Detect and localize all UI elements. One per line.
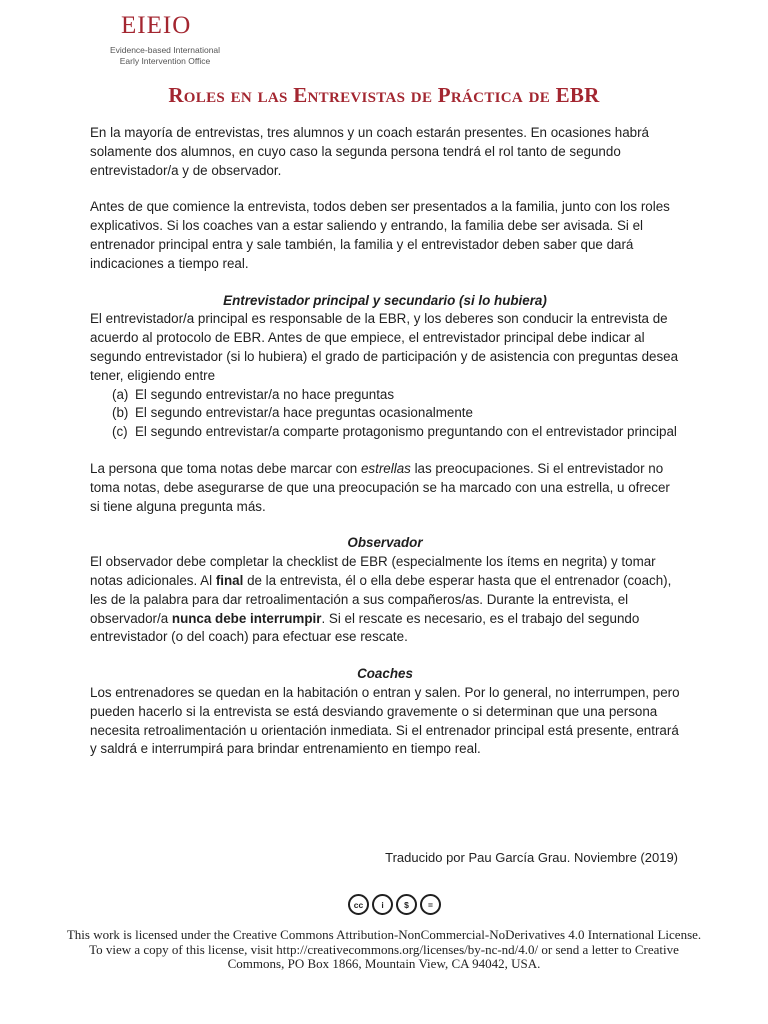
cc-license-badge[interactable] bbox=[348, 894, 441, 915]
translation-credit: Traducido por Pau García Grau. Noviembre (2019) bbox=[385, 850, 678, 865]
option-item bbox=[90, 386, 680, 405]
document-title: Roles en las Entrevistas de Práctica de EBR bbox=[168, 83, 600, 107]
notes-text-b: las preocupaciones. Si el entrevistador no toma notas, debe asegurarse de que una preocupación se ha marcado con una estrella, u ofrecer si tiene alguna pregunta más. bbox=[90, 460, 670, 514]
option-marker: (a) bbox=[112, 386, 129, 402]
notes-emphasis: estrellas bbox=[360, 460, 411, 476]
option-item bbox=[90, 423, 680, 442]
cc-icon: cc bbox=[348, 894, 369, 915]
observer-text-1: El observador debe completar la checklist de EBR (especialmente los ítems en negrita) y tomar notas adicionales. Al bbox=[90, 554, 656, 588]
observer-text-3: . Si el rescate es necesario, es el trabajo del segundo entrevistador (o del coach) para efectuar ese rescate. bbox=[90, 610, 640, 645]
logo-subtitle-line-1: Evidence-based International bbox=[109, 45, 221, 55]
option-marker: (b) bbox=[112, 405, 129, 421]
option-item bbox=[90, 404, 680, 423]
noderivatives-icon: = bbox=[420, 894, 441, 915]
by-attribution-icon: i bbox=[372, 894, 393, 915]
coaches-paragraph: Los entrenadores se quedan en la habitación o entran y salen. Por lo general, no interrumpen, pero pueden hacerlo si la entrevista se está desviando gravemente o si determinan que una persona necesita retroalimentación u orientación inmediata. Si el entrenador principal está presente, entrará y saldrá e interrumpirá para brindar entrenamiento en tiempo real. bbox=[90, 684, 680, 757]
section-heading-interviewers: Entrevistador principal y secundario (si lo hubiera) bbox=[223, 292, 547, 308]
logo-name: EIEIO bbox=[121, 12, 192, 39]
document-body bbox=[90, 124, 680, 759]
logo bbox=[86, 12, 246, 67]
options-list bbox=[90, 386, 680, 442]
noncommercial-icon: $ bbox=[396, 894, 417, 915]
observer-bold-final: final bbox=[215, 572, 244, 588]
observer-bold-never-interrupt: nunca debe interrumpir bbox=[171, 610, 322, 626]
intro-paragraph-2: Antes de que comience la entrevista, todos deben ser presentados a la familia, junto con los roles explicativos. Si los coaches van a estar saliendo y entrando, la familia debe ser avisada. Si el entrenador principal entra y sale también, la familia y el entrevistador deben saber que dará indicaciones a tiempo real. bbox=[90, 199, 670, 271]
observer-paragraph bbox=[90, 553, 680, 647]
option-marker: (c) bbox=[112, 424, 128, 440]
option-text: El segundo entrevistar/a hace preguntas ocasionalmente bbox=[135, 405, 473, 421]
section-heading-observer: Observador bbox=[347, 535, 423, 551]
license-text: This work is licensed under the Creative Commons Attribution-NonCommercial-NoDerivatives 4.0 International License. To view a copy of this license, visit http://creativecommons.org/licenses/by-nc-nd/4.0/ or send a letter to Creative Commons, PO Box 1866, Mountain View, CA 94042, USA. bbox=[66, 927, 702, 971]
logo-subtitle bbox=[100, 45, 230, 67]
notes-paragraph bbox=[90, 460, 680, 516]
option-text: El segundo entrevistar/a no hace preguntas bbox=[135, 386, 395, 402]
logo-subtitle-line-2: Early Intervention Office bbox=[119, 56, 211, 66]
observer-text-2: de la entrevista, él o ella debe esperar hasta que el entrenador (coach), les de la palabra para dar retroalimentación a sus compañeros/as. Durante la entrevista, el observador/a bbox=[90, 572, 672, 626]
section-heading-coaches: Coaches bbox=[357, 666, 413, 682]
option-text: El segundo entrevistar/a comparte protagonismo preguntando con el entrevistador principal bbox=[135, 424, 677, 440]
intro-paragraph-1: En la mayoría de entrevistas, tres alumnos y un coach estarán presentes. En ocasiones habrá solamente dos alumnos, en cuyo caso la segunda persona tendrá el rol tanto de segundo entrevistador/a y de observador. bbox=[90, 125, 649, 178]
interviewers-paragraph: El entrevistador/a principal es responsable de la EBR, y los deberes son conducir la entrevista de acuerdo al protocolo de EBR. Antes de que empiece, el entrevistador principal debe indicar al segundo entrevistador (si lo hubiera) el grado de participación y de asistencia con preguntas desea tener, eligiendo entre bbox=[90, 311, 679, 383]
notes-text-a: La persona que toma notas debe marcar con bbox=[90, 460, 361, 476]
